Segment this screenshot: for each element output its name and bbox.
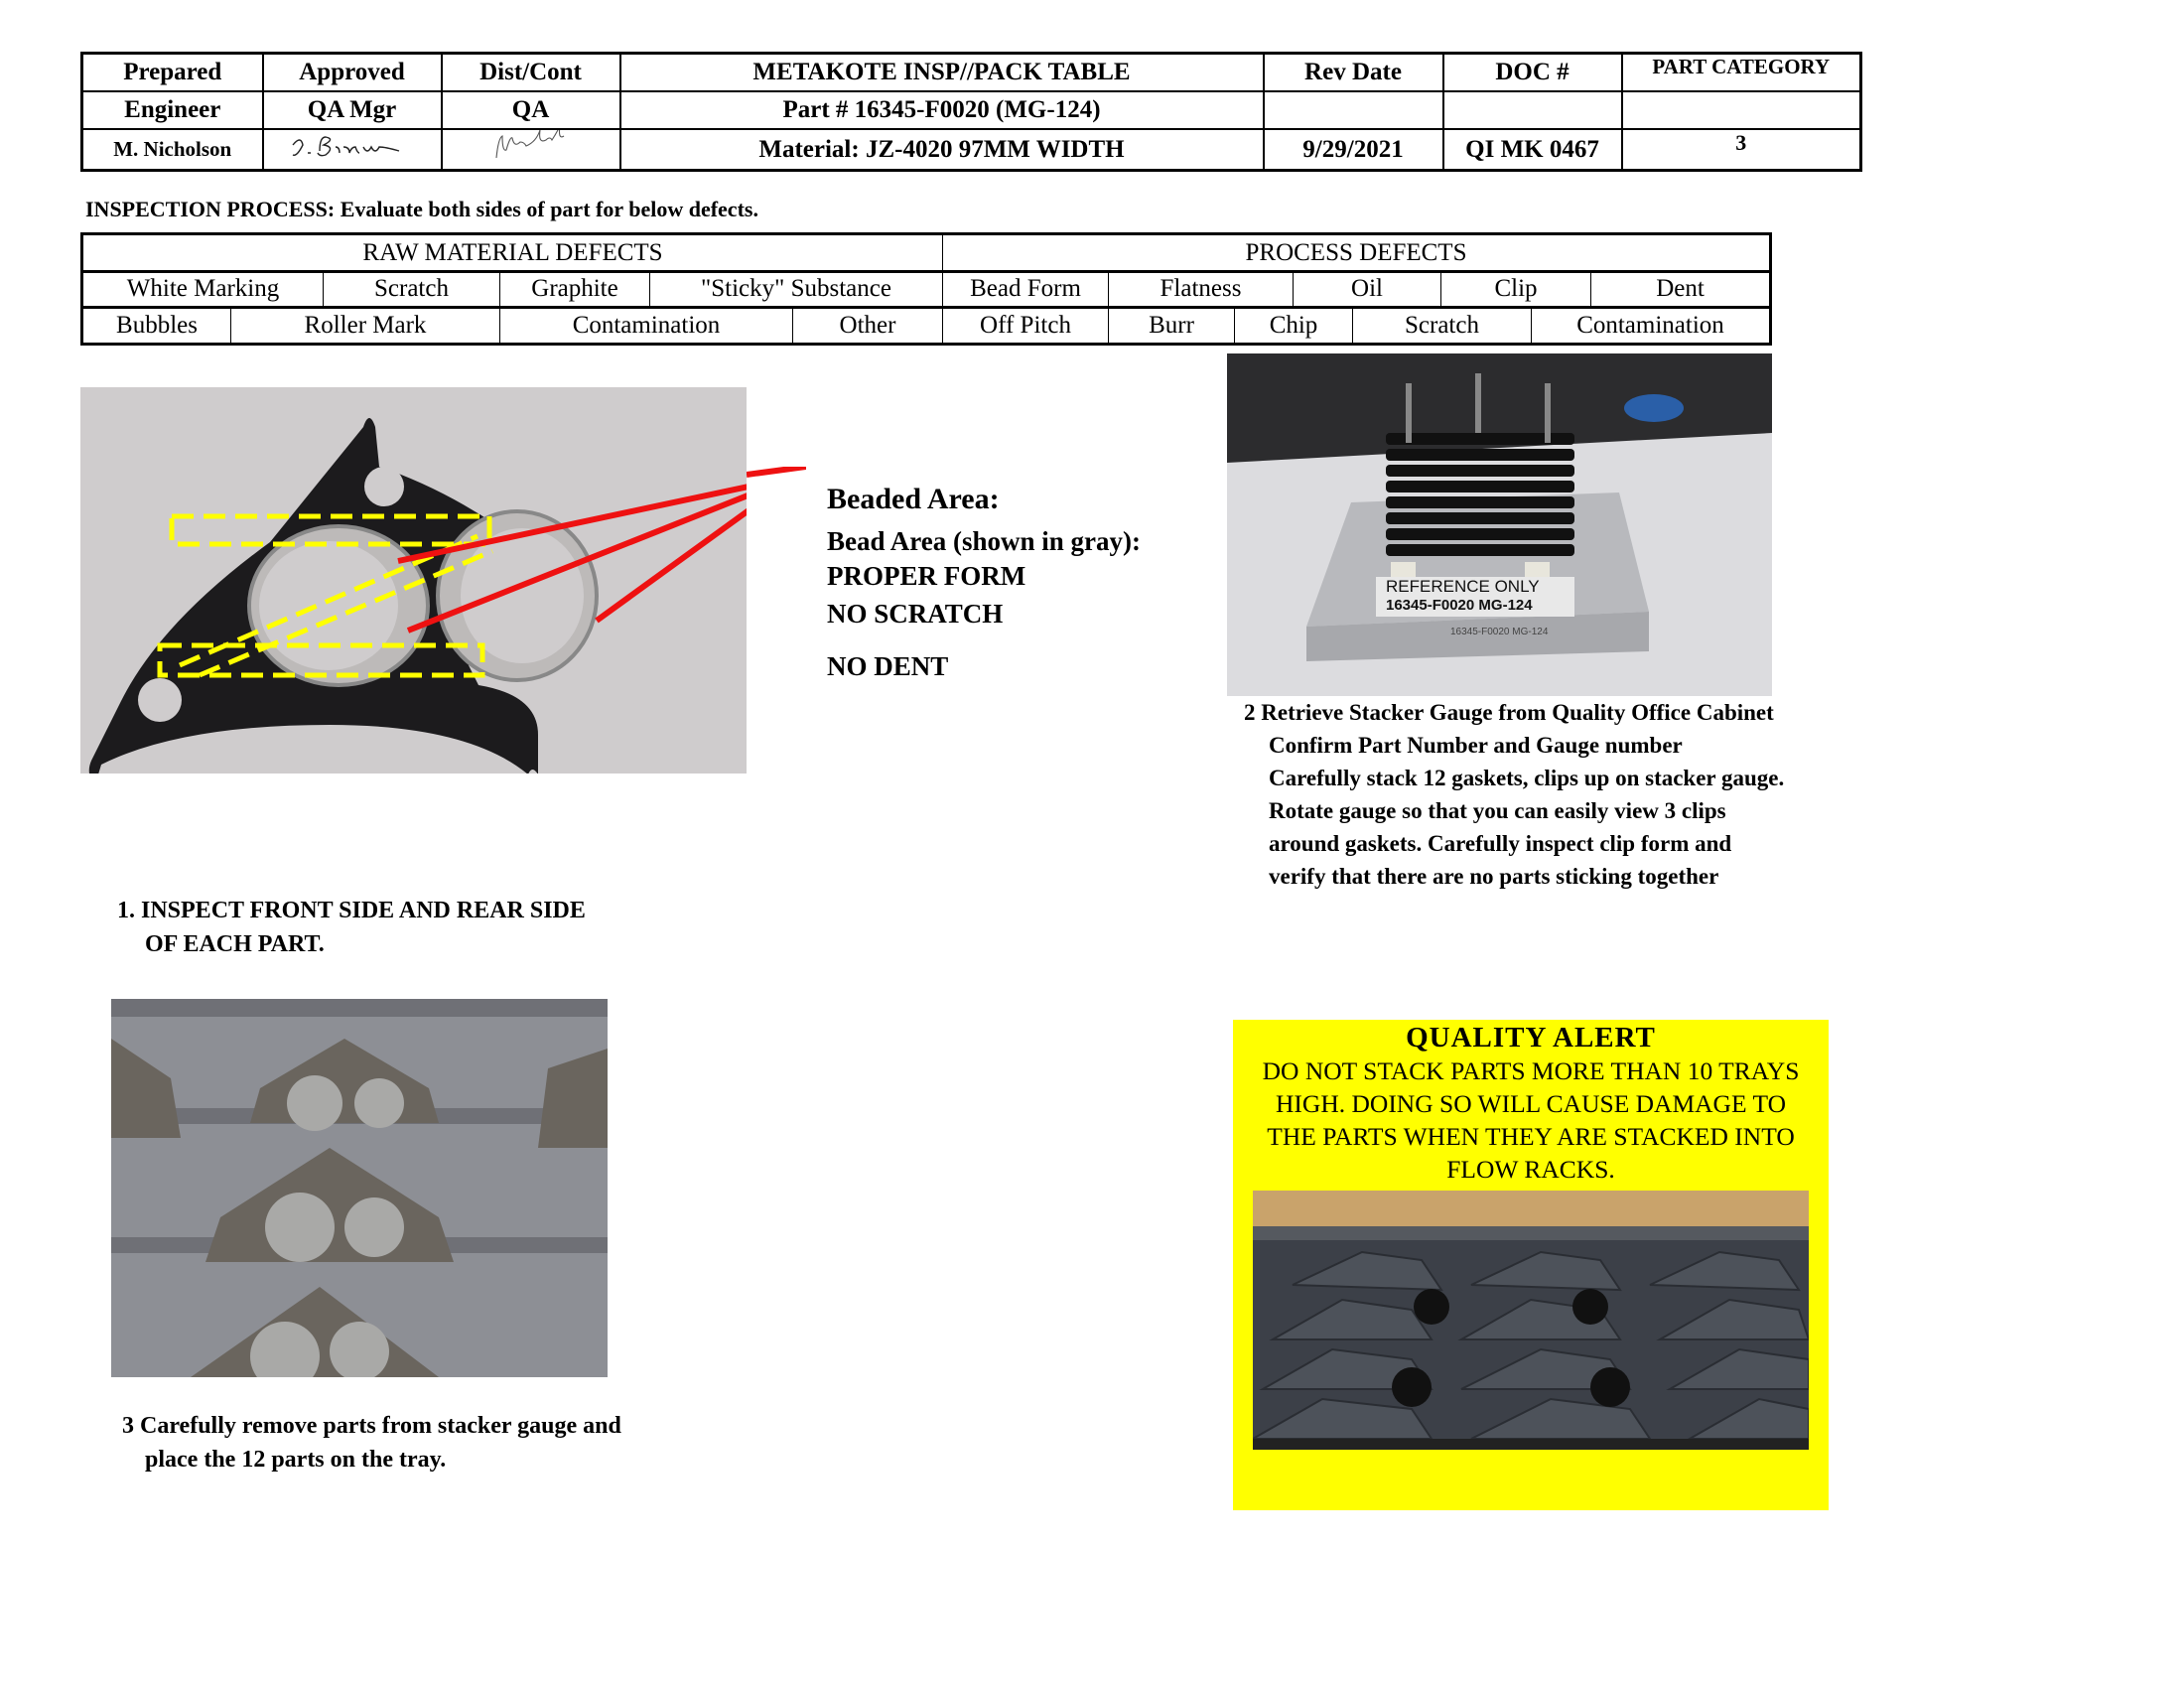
part-category-header: PART CATEGORY <box>1622 54 1861 92</box>
step-3-line: 3 Carefully remove parts from stacker gauge and <box>122 1413 621 1439</box>
defect-item: Scratch <box>324 271 500 308</box>
empty-cell <box>1622 91 1861 129</box>
defect-item: Contamination <box>1532 308 1771 345</box>
bead-check-no-scratch: NO SCRATCH <box>827 599 1004 629</box>
defect-item: Oil <box>1294 271 1441 308</box>
empty-cell <box>1264 91 1443 129</box>
defect-item: Bubbles <box>82 308 231 345</box>
defect-item: Chip <box>1235 308 1353 345</box>
step-1-line: 1. INSPECT FRONT SIDE AND REAR SIDE <box>117 898 586 923</box>
part-category: 3 <box>1622 129 1861 171</box>
part-number: Part # 16345-F0020 (MG-124) <box>620 91 1264 129</box>
step-2-line: Rotate gauge so that you can easily view 3 clips <box>1269 798 1726 823</box>
defect-item: Bead Form <box>943 271 1109 308</box>
step-2-instructions <box>1244 700 1784 897</box>
defect-item: Burr <box>1109 308 1235 345</box>
inspection-process-text: INSPECTION PROCESS: Evaluate both sides of part for below defects. <box>85 197 758 221</box>
header-table <box>80 52 1862 172</box>
defect-item: Roller Mark <box>231 308 500 345</box>
tray-photo <box>111 999 608 1377</box>
prepared-by-name: M. Nicholson <box>82 129 263 171</box>
step-2-line: Carefully stack 12 gaskets, clips up on stacker gauge. <box>1269 766 1785 790</box>
quality-alert-box <box>1233 1020 1829 1510</box>
defect-item: Clip <box>1441 271 1591 308</box>
defect-categories <box>80 232 1772 273</box>
defect-row-2 <box>80 307 1772 346</box>
beaded-area-title: Beaded Area: <box>827 483 1000 515</box>
material: Material: JZ-4020 97MM WIDTH <box>620 129 1264 171</box>
doc-number-header: DOC # <box>1443 54 1622 92</box>
bead-check-proper-form: PROPER FORM <box>827 561 1026 591</box>
defect-item: Other <box>793 308 943 345</box>
dist-cont-header: Dist/Cont <box>442 54 620 92</box>
approved-signature <box>263 129 442 171</box>
defect-item: Flatness <box>1109 271 1294 308</box>
step-3-line: place the 12 parts on the tray. <box>145 1447 447 1473</box>
step-2-line: Confirm Part Number and Gauge number <box>1269 733 1683 758</box>
defect-item: White Marking <box>82 271 324 308</box>
gauge-label-part: 16345-F0020 MG-124 <box>1386 597 1533 614</box>
defect-row-1 <box>80 270 1772 309</box>
dist-signature <box>442 129 620 171</box>
defect-item: "Sticky" Substance <box>650 271 943 308</box>
defect-item: Contamination <box>500 308 793 345</box>
approved-header: Approved <box>263 54 442 92</box>
bead-check-no-dent: NO DENT <box>827 651 949 681</box>
rev-date: 9/29/2021 <box>1264 129 1443 171</box>
stacker-gauge-photo <box>1227 353 1772 696</box>
step-2-line: 2 Retrieve Stacker Gauge from Quality Office Cabinet <box>1244 700 1774 725</box>
defect-item: Off Pitch <box>943 308 1109 345</box>
gauge-engraving: 16345-F0020 MG-124 <box>1450 627 1549 637</box>
step-1-line: OF EACH PART. <box>145 931 325 957</box>
empty-cell <box>1443 91 1622 129</box>
defect-item: Graphite <box>500 271 650 308</box>
defect-item: Dent <box>1591 271 1771 308</box>
step-2-line: verify that there are no parts sticking together <box>1269 864 1719 889</box>
prepared-header: Prepared <box>82 54 263 92</box>
doc-number: QI MK 0467 <box>1443 129 1622 171</box>
quality-alert-line: FLOW RACKS. <box>1446 1155 1615 1184</box>
quality-alert-line: THE PARTS WHEN THEY ARE STACKED INTO <box>1267 1122 1795 1151</box>
quality-alert-line: DO NOT STACK PARTS MORE THAN 10 TRAYS <box>1262 1056 1800 1085</box>
gauge-label-reference: REFERENCE ONLY <box>1386 577 1540 596</box>
red-arrow-tails <box>747 467 806 496</box>
quality-alert-title: QUALITY ALERT <box>1406 1022 1656 1054</box>
bead-area-subtitle: Bead Area (shown in gray): <box>827 526 1142 556</box>
qa-role: QA <box>442 91 620 129</box>
rev-date-header: Rev Date <box>1264 54 1443 92</box>
document-title: METAKOTE INSP//PACK TABLE <box>620 54 1264 92</box>
process-defects-title: PROCESS DEFECTS <box>943 234 1771 272</box>
stacked-tray-photo <box>1253 1191 1809 1450</box>
gasket-bead-photo <box>80 387 747 774</box>
raw-material-defects-title: RAW MATERIAL DEFECTS <box>82 234 943 272</box>
defect-item: Scratch <box>1353 308 1532 345</box>
qa-mgr-role: QA Mgr <box>263 91 442 129</box>
quality-alert-line: HIGH. DOING SO WILL CAUSE DAMAGE TO <box>1276 1089 1786 1118</box>
step-2-line: around gaskets. Carefully inspect clip form and <box>1269 831 1732 856</box>
engineer-role: Engineer <box>82 91 263 129</box>
